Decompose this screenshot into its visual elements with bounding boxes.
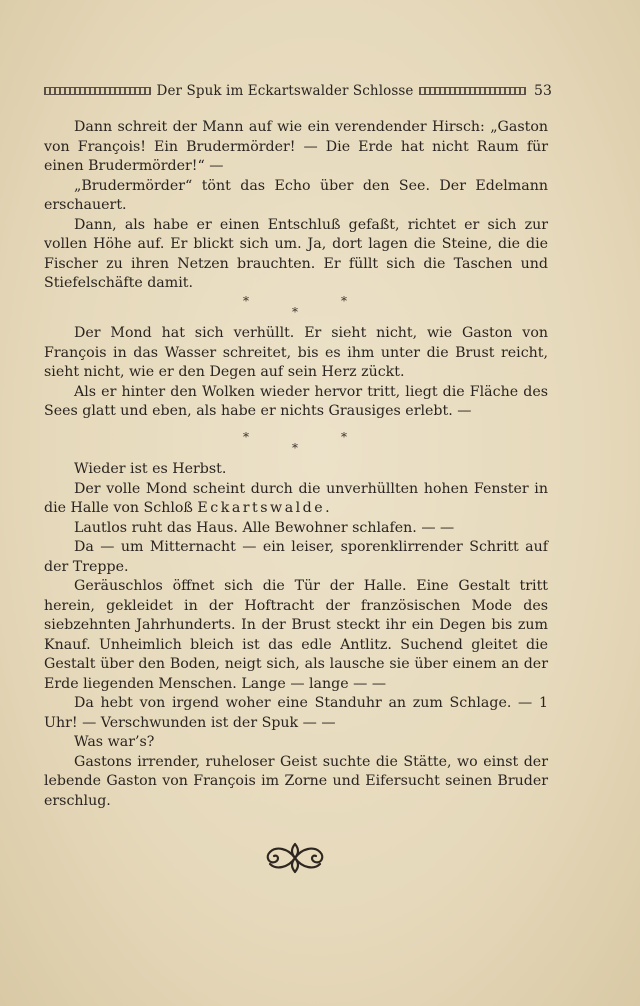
section-1 [44,118,548,294]
paragraph: Der Mond hat sich verhüllt. Er sieht nicht, wie Gaston von François in das Wasser schreitet, bis es ihm unter die Brust reicht, sieht nicht, wie er den Degen auf sein Herz zückt. [44,325,548,380]
asterism-star: * [292,441,298,455]
asterism-star: * [341,294,347,308]
section-2 [44,324,548,422]
asterism-star: * [292,305,298,319]
header-ornament-left [44,87,151,95]
paragraph: „Brudermörder“ tönt das Echo über den See. Der Edelmann erschauert. [44,177,548,213]
paragraph: Wieder ist es Herbst. [74,461,227,477]
paragraph-text: Der volle Mond scheint durch die unverhüllten hohen Fenster in die Halle von Schloß [44,480,548,516]
asterism-star: * [243,294,249,308]
paragraph: Da hebt von irgend woher eine Standuhr an zum Schlage. — 1 Uhr! — Verschwunden ist der Spuk — — [44,695,548,731]
paragraph [44,480,548,519]
paragraph: Als er hinter den Wolken wieder hervor tritt, liegt die Fläche des Sees glatt und eben, als habe er nichts Grausiges erlebt. — [44,383,548,419]
running-header [44,82,552,100]
header-title: Der Spuk im Eckartswalder Schlosse [156,83,414,99]
paragraph: Dann, als habe er einen Entschluß gefaßt, richtet er sich zur vollen Höhe auf. Er blickt sich um. Ja, dort lagen die Steine, die die Fischer zu ihren Netzen brauchten. Er füllt sich die Taschen und Stiefelschäfte damit. [44,216,548,291]
spaced-place-name: Eckartswalde. [197,500,333,516]
asterism-star: * [341,430,347,444]
paragraph: Was war’s? [74,734,155,750]
paragraph: Dann schreit der Mann auf wie ein verendender Hirsch: „Gaston von François! Ein Brudermörder! — Die Erde hat nicht Raum für einen Brudermörder!“ — [44,119,548,174]
paragraph: Lautlos ruht das Haus. Alle Bewohner schlafen. — — [74,519,455,536]
page-number: 53 [534,83,553,99]
section-3 [44,460,548,811]
paragraph: Da — um Mitternacht — ein leiser, sporenklirrender Schritt auf der Treppe. [44,539,548,575]
asterism-star: * [243,430,249,444]
fleuron-ornament-icon [260,838,330,878]
paragraph: Gastons irrender, ruheloser Geist suchte die Stätte, wo einst der lebende Gaston von François im Zorne und Eifersucht seinen Bruder erschlug. [44,753,548,809]
paragraph: Geräuschlos öffnet sich die Tür der Halle. Eine Gestalt tritt herein, gekleidet in der Hoftracht der französischen Mode des siebzehnten Jahrhunderts. In der Brust steckt ihr ein Degen bis zum Knauf. Unheimlich bleich ist das edle Antlitz. Suchend gleitet die Gestalt über den Boden, neigt sich, als lausche sie über einem an der Erde liegenden Menschen. Lange — lange — — [44,578,548,692]
header-ornament-right [419,87,526,95]
